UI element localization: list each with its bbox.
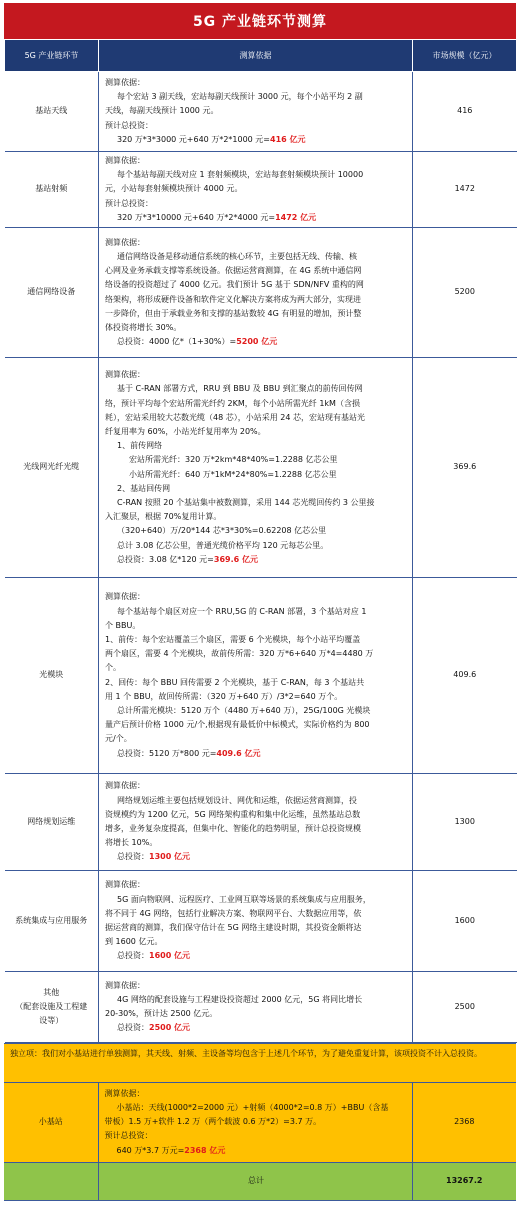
basis-line	[105, 661, 408, 675]
basis-line	[105, 779, 408, 793]
basis-cell	[99, 228, 413, 358]
basis-text: 每个宏站 3 副天线，宏站每副天线预计 3000 元，每个小站平均 2 副	[117, 92, 363, 102]
basis-line	[105, 1129, 408, 1143]
basis-text: 总投资：	[117, 951, 149, 961]
basis-text: 据运营商的测算，我们保守估计在 5G 网络主建设时期，其投资金额将达	[105, 923, 362, 933]
basis-text: 每个基站每副天线对应 1 套射频模块，宏站每套射频模块预计 10000	[117, 170, 364, 180]
investment-result: 1472 亿元	[275, 212, 317, 222]
basis-line	[105, 794, 408, 808]
segment-cell: 基站射频	[5, 152, 99, 228]
basis-text: 每个基站每个扇区对应一个 RRU,5G 的 C-RAN 部署，3 个基站对应 1	[117, 606, 367, 616]
basis-cell	[99, 871, 413, 972]
basis-line	[105, 197, 408, 211]
basis-text: 元/个。	[105, 734, 132, 744]
segment-cell: 小基站	[4, 1083, 98, 1162]
table-row	[5, 72, 517, 152]
basis-line	[105, 935, 408, 949]
market-size-cell: 369.6	[413, 358, 517, 578]
basis-text: 天线，每副天线预计 1000 元。	[105, 106, 219, 116]
basis-line	[105, 168, 408, 182]
basis-text: 络，预计平均每个宏站所需光纤约 2KM，每个小站所需光纤 1kM（含损	[105, 398, 360, 408]
basis-line	[105, 893, 408, 907]
basis-line	[105, 836, 408, 850]
basis-line	[105, 468, 408, 482]
segment-label-line: 设等）	[39, 1016, 64, 1026]
basis-line	[105, 1087, 408, 1101]
table-row	[5, 972, 517, 1043]
investment-result: 369.6 亿元	[213, 554, 258, 564]
basis-line	[105, 250, 408, 264]
basis-text: 总投资：	[117, 1023, 149, 1033]
table-row	[5, 578, 517, 774]
basis-line	[105, 704, 408, 718]
basis-line	[105, 236, 408, 250]
basis-line	[105, 119, 408, 133]
basis-text: 小站所需光纤：640 万*1kM*24*80%=1.2288 亿芯公里	[129, 469, 337, 479]
basis-text: 20-30%，预计达 2500 亿元。	[105, 1009, 218, 1019]
table-row	[5, 871, 517, 972]
segment-cell	[5, 972, 99, 1043]
basis-line	[105, 633, 408, 647]
basis-cell	[99, 358, 413, 578]
investment-result: 1600 亿元	[149, 951, 191, 961]
basis-text: 体投资将增长 30%。	[105, 322, 182, 332]
total-investment-line	[105, 1021, 408, 1035]
market-size-cell: 1600	[413, 871, 517, 972]
basis-line	[105, 496, 408, 510]
table-row-small-station	[4, 1083, 516, 1162]
basis-text: 到 1600 亿元。	[105, 937, 163, 947]
market-size-cell: 416	[413, 72, 517, 152]
basis-cell	[99, 578, 413, 774]
basis-line	[105, 921, 408, 935]
basis-text: C-RAN 按照 20 个基站集中被数测算，采用 144 芯光缆回传约 3 公里接	[117, 497, 375, 507]
investment-result: 409.6 亿元	[216, 748, 261, 758]
segment-label-line: （配套设施及工程建	[15, 1001, 88, 1011]
basis-line	[105, 453, 408, 467]
basis-cell	[99, 72, 413, 152]
market-size-cell: 2500	[413, 972, 517, 1043]
basis-line	[105, 822, 408, 836]
total-investment-line	[105, 1144, 408, 1158]
basis-text: 测算依据：	[105, 980, 145, 990]
basis-line	[105, 619, 408, 633]
independent-item-note: 独立项：我们对小基站进行单独测算，其天线、射频、主设备等均包含于上述几个环节，为了避免重复计算，该项投资不计入总投资。	[4, 1043, 516, 1083]
basis-text: 元，小站每套射频模块预计 4000 元。	[105, 184, 243, 194]
basis-line	[105, 590, 408, 604]
basis-line	[105, 808, 408, 822]
basis-line	[105, 647, 408, 661]
basis-line	[105, 154, 408, 168]
basis-text: 总投资：3.08 亿*120 元=	[117, 554, 214, 564]
basis-line	[105, 425, 408, 439]
basis-text: 络架构，将形成硬件设备和软件定义化解决方案将成为两大部分，实现进	[105, 294, 361, 304]
basis-line	[105, 482, 408, 496]
basis-line	[105, 264, 408, 278]
total-investment-line	[105, 211, 408, 225]
basis-text: 络设备的投资超过了 4000 亿元。我们预计 5G 基于 SDN/NFV 重构的网	[105, 280, 364, 290]
investment-result: 416 亿元	[270, 134, 306, 144]
table-row	[5, 152, 517, 228]
basis-text: 测算依据：	[105, 156, 145, 165]
segment-cell: 光模块	[5, 578, 99, 774]
basis-text: 资规模约为 1200 亿元，5G 网络架构重构和集中化运维，虽然基站总数	[105, 809, 361, 819]
basis-cell	[99, 152, 413, 228]
segment-cell: 光线网光纤光缆	[5, 358, 99, 578]
basis-text: 总投资：4000 亿*（1+30%）=	[117, 337, 237, 347]
segment-cell: 基站天线	[5, 72, 99, 152]
total-label-spacer	[4, 1162, 98, 1200]
basis-text: 总投资：5120 万*800 元=	[117, 748, 217, 758]
market-size-cell: 5200	[413, 228, 517, 358]
basis-text: 通信网络设备是移动通信系统的核心环节，主要包括无线、传输、核	[117, 251, 357, 261]
segment-cell: 系统集成与应用服务	[5, 871, 99, 972]
basis-line	[105, 382, 408, 396]
basis-cell	[98, 1083, 412, 1162]
basis-text: 640 万*3.7 万元=	[116, 1145, 185, 1155]
basis-line	[105, 293, 408, 307]
segment-cell: 网络规划运维	[5, 774, 99, 871]
basis-text: 测算依据：	[105, 77, 145, 87]
basis-text: 测算依据：	[105, 237, 145, 247]
basis-text: 纤复用率为 60%，小站光纤复用率为 20%。	[105, 426, 266, 436]
basis-line	[105, 76, 408, 90]
small-station-table	[4, 1083, 516, 1201]
basis-line	[105, 605, 408, 619]
basis-text: 网络规划运维主要包括规划设计、网优和运维，依据运营商测算，投	[117, 795, 357, 805]
table-row	[5, 228, 517, 358]
table-row-total	[4, 1162, 516, 1200]
total-investment-line	[105, 133, 408, 147]
basis-text: 将增长 10%。	[105, 838, 158, 848]
basis-text: 带板）1.5 万+软件 1.2 万（两个载波 0.6 万*2）=3.7 万。	[104, 1117, 322, 1127]
basis-line	[105, 278, 408, 292]
basis-text: 用 1 个 BBU，故回传所需：（320 万+640 万）/3*2=640 万个。	[105, 691, 343, 701]
basis-text: （320+640）万/20*144 芯*3*30%=0.62208 亿芯公里	[117, 526, 327, 536]
header-size: 市场规模（亿元）	[413, 40, 517, 72]
basis-text: 总计所需光模块：5120 万个（4480 万+640 万），25G/100G 光模块	[117, 705, 371, 715]
basis-text: 2、回传：每个 BBU 回传需要 2 个光模块，基于 C-RAN，每 3 个基站共	[105, 677, 365, 687]
basis-cell	[99, 774, 413, 871]
basis-line	[105, 539, 408, 553]
basis-text: 增多，业务复杂度提高，但集中化、智能化的趋势明显，预计总投资规模	[105, 824, 361, 834]
estimate-table	[4, 39, 517, 1043]
basis-text: 预计总投资：	[105, 198, 153, 208]
investment-result: 5200 亿元	[236, 337, 278, 347]
basis-text: 将不同于 4G 网络，包括行业解决方案、物联网平台、大数据应用等，依	[105, 908, 362, 918]
basis-text: 个 BBU。	[105, 620, 141, 630]
basis-line	[105, 676, 408, 690]
basis-line	[105, 368, 408, 382]
basis-text: 测算依据：	[105, 592, 145, 602]
total-label: 总计	[98, 1162, 412, 1200]
basis-text: 测算依据：	[105, 781, 145, 791]
basis-text: 2、基站回传网	[117, 483, 171, 493]
basis-line	[105, 1101, 408, 1115]
market-size-cell: 1472	[413, 152, 517, 228]
basis-text: 预计总投资：	[105, 120, 153, 130]
page-title: 5G 产业链环节测算	[4, 3, 516, 39]
basis-text: 总投资：	[117, 852, 149, 862]
segment-cell: 通信网络设备	[5, 228, 99, 358]
basis-text: 5G 面向物联网、远程医疗、工业网互联等场景的系统集成与应用服务，	[117, 894, 371, 904]
basis-line	[105, 182, 408, 196]
basis-line	[105, 104, 408, 118]
basis-text: 耗），宏站采用较大芯数光缆（48 芯），小站采用 24 芯，宏站现有基站光	[105, 412, 365, 422]
total-investment-line	[105, 850, 408, 864]
basis-text: 测算依据：	[104, 1088, 145, 1098]
basis-text: 宏站所需光纤：320 万*2km*48*40%=1.2288 亿芯公里	[129, 455, 338, 465]
basis-text: 测算依据：	[105, 370, 145, 380]
total-investment-line	[105, 553, 408, 567]
investment-result: 2500 亿元	[149, 1023, 191, 1033]
basis-line	[105, 510, 408, 524]
market-size-cell: 409.6	[413, 578, 517, 774]
basis-text: 入汇聚层，根据 70%复用计算。	[105, 512, 222, 522]
header-segment: 5G 产业链环节	[5, 40, 99, 72]
investment-result: 2368 亿元	[184, 1145, 226, 1155]
basis-line	[105, 1115, 408, 1129]
header-basis: 测算依据	[99, 40, 413, 72]
basis-line	[105, 690, 408, 704]
basis-text: 小基站：天线(1000*2=2000 元）+射频（4000*2=0.8 万）+BBU（含基	[116, 1102, 389, 1112]
basis-text: 4G 网络的配套设施与工程建设投资超过 2000 亿元，5G 将同比增长	[117, 994, 363, 1004]
basis-line	[105, 397, 408, 411]
segment-label-line: 其他	[43, 987, 60, 997]
total-value: 13267.2	[412, 1162, 516, 1200]
table-header-row	[5, 40, 517, 72]
basis-text: 量产后预计价格 1000 元/个,根据现有最低价中标模式，实际价格约为 800	[105, 720, 370, 730]
basis-text: 两个扇区，需要 4 个光模块，故前传所需：320 万*6+640 万*4=4480 万	[105, 649, 374, 659]
basis-cell	[99, 972, 413, 1043]
basis-line	[105, 439, 408, 453]
basis-line	[105, 90, 408, 104]
basis-text: 基于 C-RAN 部署方式，RRU 到 BBU 及 BBU 到汇聚点的前传回传网	[117, 384, 363, 394]
basis-line	[105, 878, 408, 892]
basis-line	[105, 732, 408, 746]
basis-line	[105, 718, 408, 732]
basis-text: 一步降价，但由于承载业务和支撑的基站数较 4G 有明显的增加，预计整	[105, 308, 362, 318]
basis-text: 总计 3.08 亿芯公里，普通光缆价格平均 120 元每芯公里。	[117, 540, 329, 550]
total-investment-line	[105, 949, 408, 963]
basis-line	[105, 907, 408, 921]
basis-text: 测算依据：	[105, 880, 145, 890]
total-investment-line	[105, 335, 408, 349]
basis-text: 320 万*3*10000 元+640 万*2*4000 元=	[117, 212, 276, 222]
basis-line	[105, 1007, 408, 1021]
investment-result: 1300 亿元	[149, 852, 191, 862]
basis-text: 个。	[105, 663, 121, 673]
basis-text: 心网及业务承载支撑等系统设备。依据运营商测算，在 4G 系统中通信网	[105, 266, 362, 276]
basis-text: 1、前传网络	[117, 441, 163, 451]
table-row	[5, 774, 517, 871]
table-row	[5, 358, 517, 578]
basis-text: 1、前传：每个宏站覆盖三个扇区，需要 6 个光模块，每个小站平均覆盖	[105, 634, 361, 644]
basis-line	[105, 307, 408, 321]
basis-text: 预计总投资：	[104, 1131, 153, 1141]
basis-text: 320 万*3*3000 元+640 万*2*1000 元=	[117, 134, 271, 144]
basis-line	[105, 979, 408, 993]
market-size-cell: 1300	[413, 774, 517, 871]
basis-line	[105, 524, 408, 538]
total-investment-line	[105, 747, 408, 761]
basis-line	[105, 993, 408, 1007]
basis-line	[105, 411, 408, 425]
basis-line	[105, 321, 408, 335]
market-size-cell: 2368	[412, 1083, 516, 1162]
table-body	[5, 72, 517, 1043]
